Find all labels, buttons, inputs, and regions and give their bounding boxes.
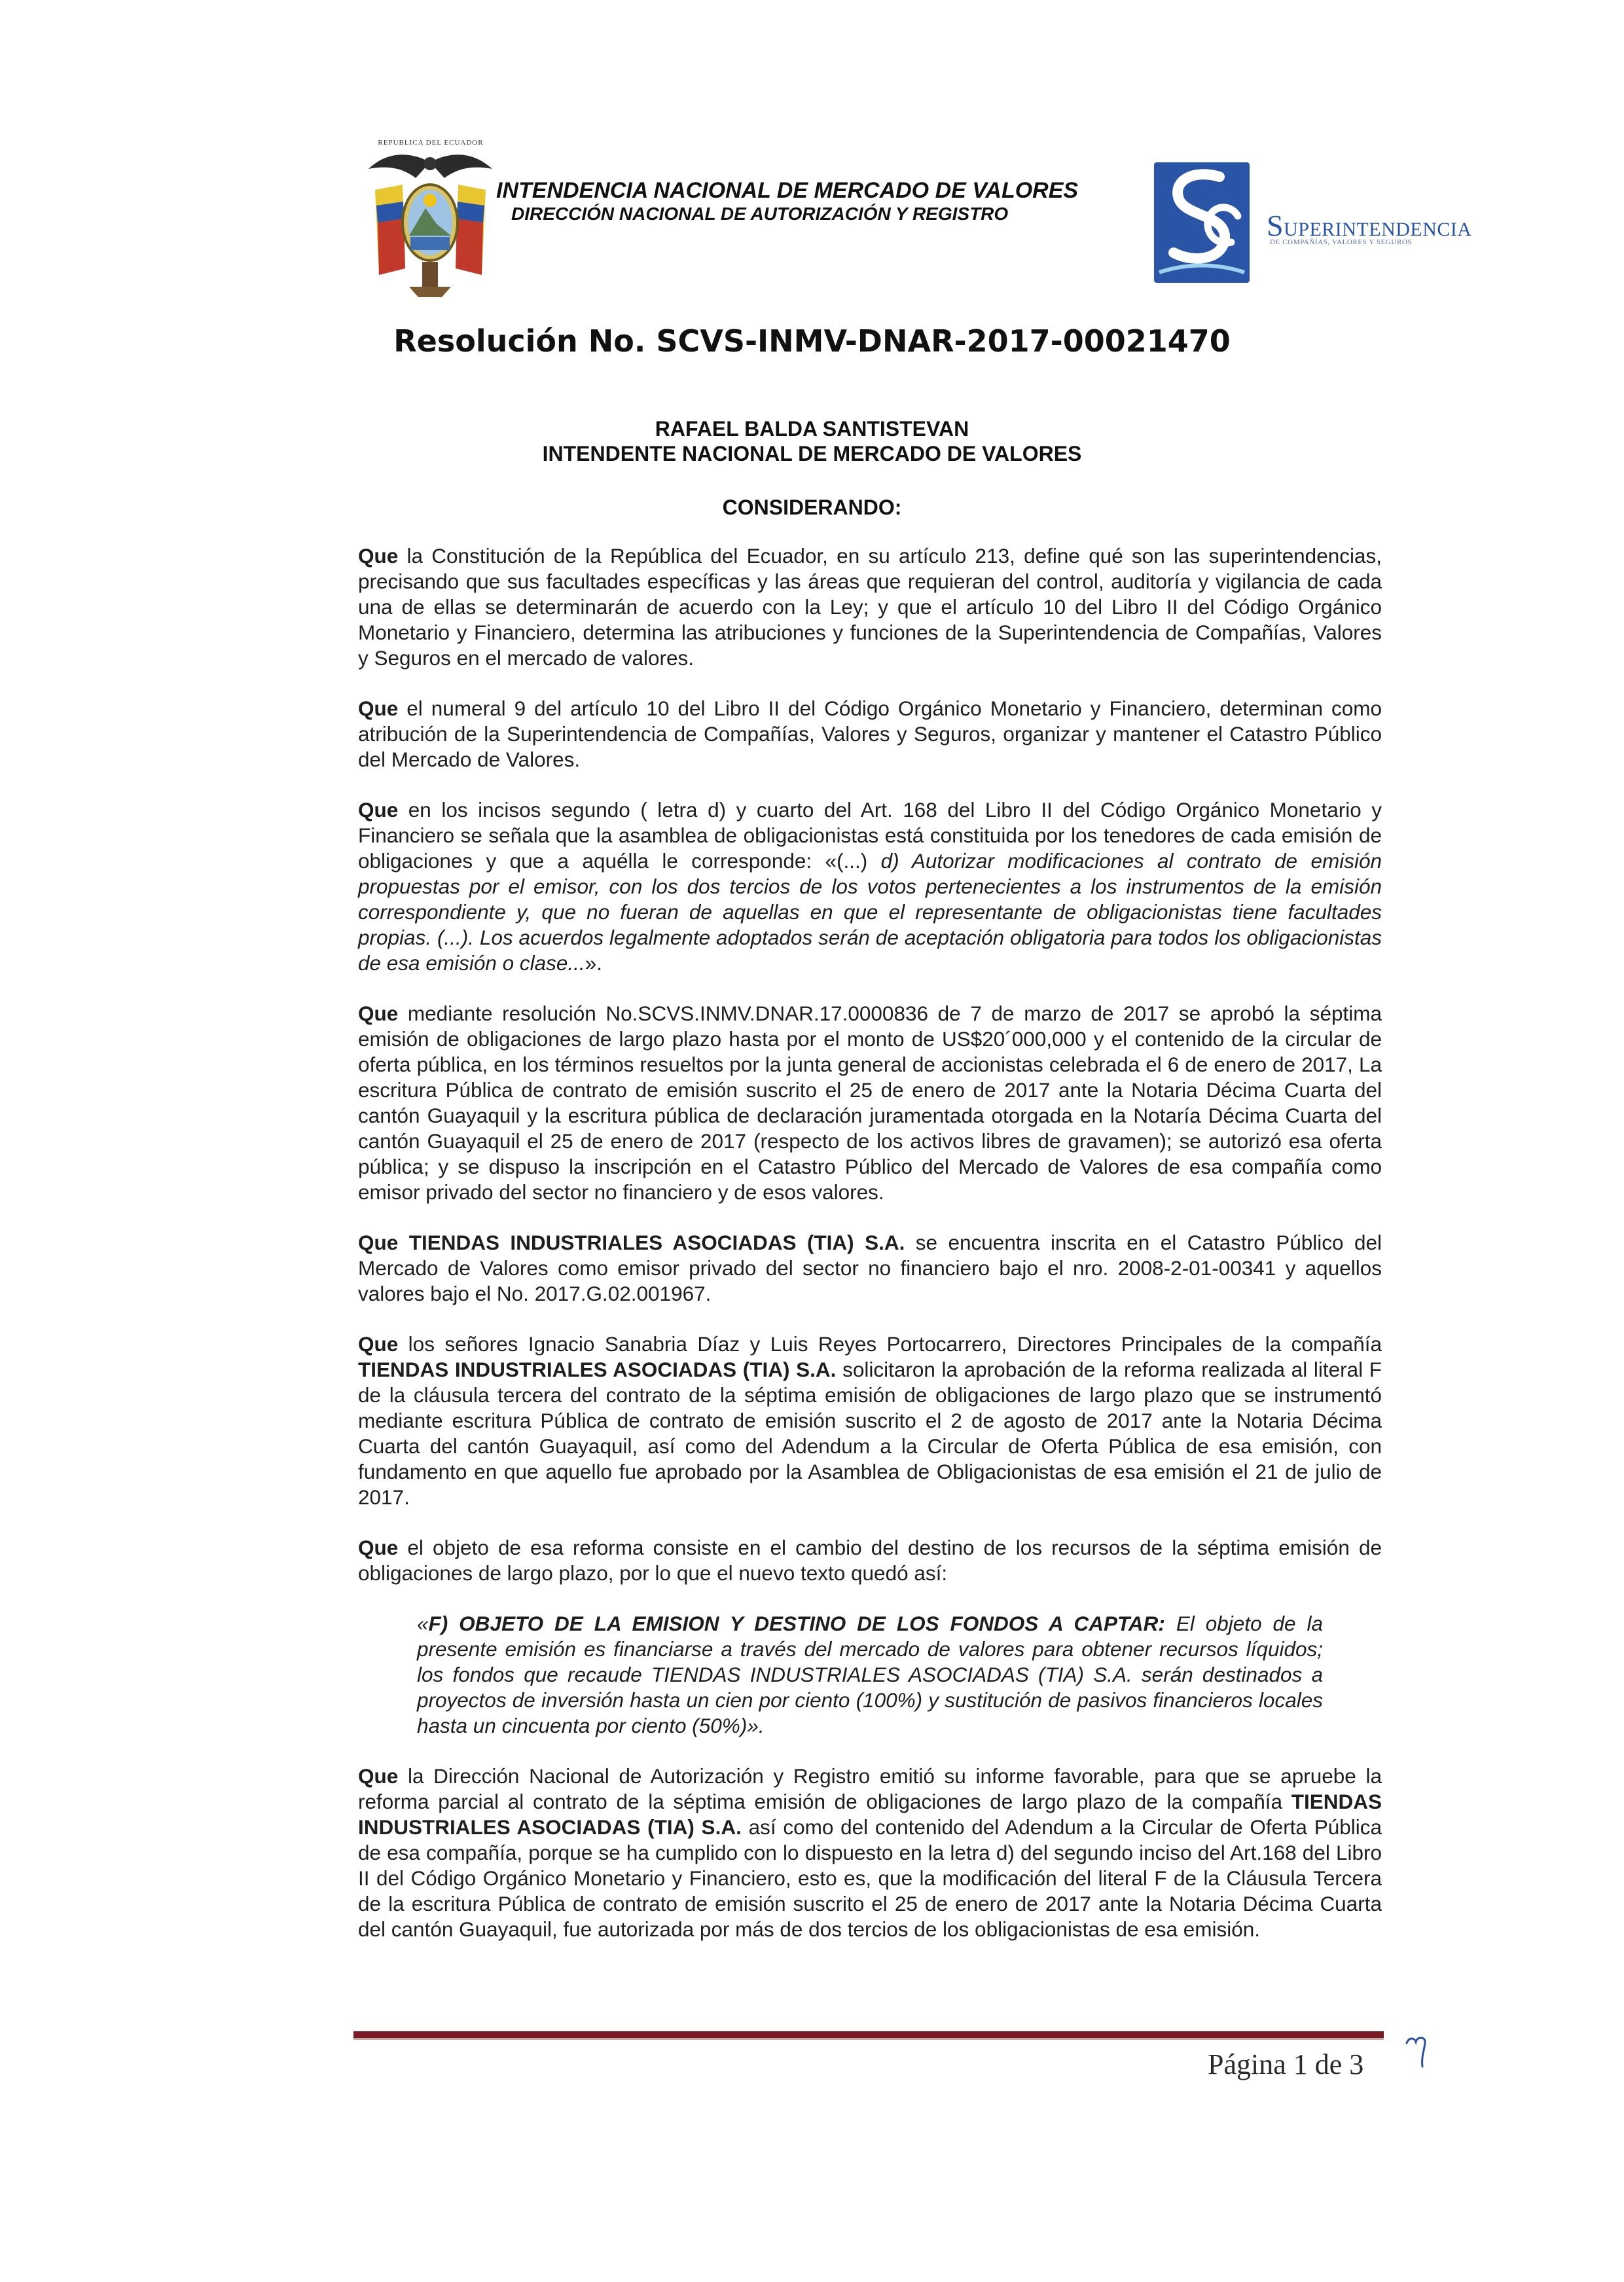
company-name: TIENDAS INDUSTRIALES ASOCIADAS (TIA) S.A. — [398, 1231, 905, 1254]
seal-caption: REPUBLICA DEL ECUADOR — [378, 139, 484, 147]
superintendencia-logo-icon — [1154, 162, 1250, 283]
paragraph-lead: Que — [358, 697, 399, 720]
official-name: RAFAEL BALDA SANTISTEVAN — [655, 417, 969, 441]
paragraph-6 — [358, 1331, 1382, 1510]
paragraph-text: solicitaron la aprobación de la reforma realizada al literal F de la cláusula tercera del contrato de la séptima emisión de obligaciones de largo plazo que se instrumentó mediante escritura Pública de contrato de emisión suscrito el 2 de agosto de 2017 ante la Notaria Décima Cuarta del cantón Guayaquil, así como del Adendum a la Circular de Oferta Pública de esa emisión, con fundamento en que aquello fue aprobado por la Asamblea de Obligacionistas de esa emisión el 21 de julio de 2017. — [358, 1358, 1382, 1509]
paragraph-3 — [358, 797, 1382, 976]
paragraph-text: la Constitución de la República del Ecuador, en su artículo 213, define qué son las superintendencias, precisando que sus facultades específicas y las áreas que requieran del control, auditoría y vigilancia de cada una de ellas se determinarán de acuerdo con la Ley; y que el artículo 10 del Libro II del Código Orgánico Monetario y Financiero, determina las atribuciones y funciones de la Superintendencia de Compañías, Valores y Seguros en el mercado de valores. — [358, 544, 1382, 670]
paragraph-7 — [358, 1535, 1382, 1586]
wordmark-rest: UPERINTENDENCIA — [1284, 219, 1472, 240]
company-name: TIENDAS INDUSTRIALES ASOCIADAS (TIA) S.A. — [358, 1358, 837, 1381]
footer-divider — [353, 2031, 1384, 2040]
resolution-number: Resolución No. SCVS-INMV-DNAR-2017-00021470 — [393, 323, 1231, 359]
paragraph-8 — [358, 1764, 1382, 1942]
paragraph-1 — [358, 543, 1382, 671]
institution-title: INTENDENCIA NACIONAL DE MERCADO DE VALORES — [496, 178, 1079, 203]
paragraph-text: la Dirección Nacional de Autorización y Registro emitió su informe favorable, para que se apruebe la reforma parcial al contrato de la séptima emisión de obligaciones de largo plazo de la compañía — [358, 1764, 1382, 1813]
paragraph-text: el numeral 9 del artículo 10 del Libro II del Código Orgánico Monetario y Financiero, determinan como atribución de la Superintendencia de Compañías, Valores y Seguros, organizar y mantener el Catastro Público del Mercado de Valores. — [358, 697, 1382, 771]
quote-open: « — [417, 1612, 429, 1635]
quote-heading: F) OBJETO DE LA EMISION Y DESTINO DE LOS FONDOS A CAPTAR: — [428, 1612, 1165, 1635]
quote-text: El objeto de la presente emisión es financiarse a través del mercado de valores para obtener recursos líquidos; los fondos que recaude TIENDAS INDUSTRIALES ASOCIADAS (TIA) S.A. serán destinados a proyectos de inversión hasta un cien por ciento (100%) y sustitución de pasivos financieros locales hasta un cincuenta por ciento (50%) — [417, 1612, 1323, 1737]
paragraph-text: así como del contenido del Adendum a la Circular de Oferta Pública de esa compañía, porque se ha cumplido con lo dispuesto en la letra d) del segundo inciso del Art.168 del Libro II del Código Orgánico Monetario y Financiero, esto es, que la modificación del literal F de la Cláusula Tercera de la escritura Pública de contrato de emisión suscrito el 25 de enero de 2017 ante la Notaria Décima Cuarta del cantón Guayaquil, fue autorizada por más de dos tercios de los obligacionistas de esa emisión. — [358, 1815, 1382, 1941]
page-number: Página 1 de 3 — [1208, 2048, 1364, 2080]
quote-close: ». — [747, 1714, 765, 1737]
resolution-body — [358, 543, 1382, 1967]
quoted-law-excerpt: d) Autorizar modificaciones al contrato de emisión propuestas por el emisor, con los dos tercios de los votos pertenecientes a los instrumentos de la emisión correspondiente y, que no fueran de aquellas en que el representante de obligacionistas tiene facultades propias. (...). Los acuerdos legalmente adoptados serán de aceptación obligatoria para todos los obligacionistas de esa emisión o clase... — [358, 849, 1382, 975]
superintendencia-tagline: DE COMPAÑÍAS, VALORES Y SEGUROS — [1270, 238, 1413, 246]
paragraph-lead: Que — [358, 1536, 399, 1559]
paragraph-lead: Que — [358, 544, 399, 568]
paragraph-5 — [358, 1230, 1382, 1307]
wordmark-initial: S — [1267, 209, 1284, 242]
paragraph-2 — [358, 696, 1382, 772]
ecuador-coat-of-arms-icon — [363, 137, 497, 301]
paragraph-lead: Que — [358, 1231, 399, 1254]
paragraph-text: los señores Ignacio Sanabria Díaz y Luis Reyes Portocarrero, Directores Principales de la compañía — [398, 1332, 1382, 1356]
considering-heading: CONSIDERANDO: — [722, 496, 902, 519]
paragraph-lead: Que — [358, 1332, 399, 1356]
company-name: TIENDAS INDUSTRIALES ASOCIADAS (TIA) S.A. — [358, 1790, 1382, 1839]
handwritten-page-mark — [1403, 2034, 1430, 2069]
reform-quote — [358, 1611, 1382, 1739]
paragraph-text: mediante resolución No.SCVS.INMV.DNAR.17.0000836 de 7 de marzo de 2017 se aprobó la séptima emisión de obligaciones de largo plazo hasta por el monto de US$20´000,000 y el contenido de la circular de oferta pública, en los términos resueltos por la junta general de accionistas celebrada el 6 de enero de 2017, La escritura Pública de contrato de emisión suscrito el 25 de enero de 2017 ante la Notaria Décima Cuarta del cantón Guayaquil y la escritura pública de declaración juramentada otorgada en la Notaría Décima Cuarta del cantón Guayaquil el 25 de enero de 2017 (respecto de los activos libres de gravamen); se autorizó esa oferta pública; y se dispuso la inscripción en el Catastro Público del Mercado de Valores de esa compañía como emisor privado del sector no financiero y de esos valores. — [358, 1002, 1382, 1204]
institution-subtitle: DIRECCIÓN NACIONAL DE AUTORIZACIÓN Y REGISTRO — [511, 204, 1009, 224]
paragraph-text: el objeto de esa reforma consiste en el cambio del destino de los recursos de la séptima emisión de obligaciones de largo plazo, por lo que el nuevo texto quedó así: — [358, 1536, 1382, 1585]
paragraph-lead: Que — [358, 1764, 399, 1788]
paragraph-text: en los incisos segundo ( letra d) y cuarto del Art. 168 del Libro II del Código Orgánico Monetario y Financiero se señala que la asamblea de obligacionistas está constituida por los tenedores de cada emisión de obligaciones y que a aquélla le corresponde: «(...) — [358, 798, 1382, 873]
paragraph-tail: ». — [585, 951, 602, 975]
paragraph-text: se encuentra inscrita en el Catastro Público del Mercado de Valores como emisor privado del sector no financiero bajo el nro. 2008-2-01-00341 y aquellos valores bajo el No. 2017.G.02.001967. — [358, 1231, 1382, 1305]
paragraph-4 — [358, 1001, 1382, 1205]
paragraph-lead: Que — [358, 1002, 399, 1025]
official-title: INTENDENTE NACIONAL DE MERCADO DE VALORES — [542, 442, 1082, 465]
paragraph-lead: Que — [358, 798, 399, 822]
